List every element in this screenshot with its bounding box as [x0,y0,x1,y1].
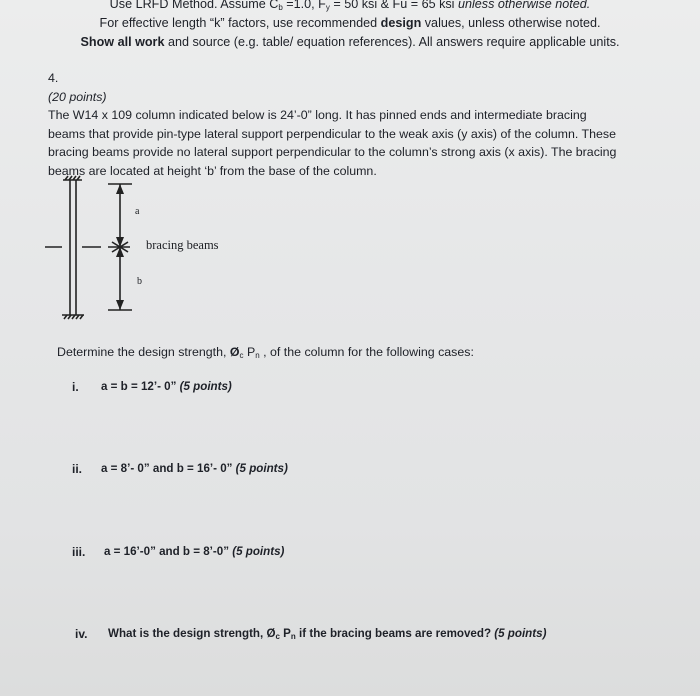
problem-line-4: beams are located at height ‘b’ from the base of the column. [48,163,377,178]
bottom-pin-support-icon [62,315,84,319]
case-i-text: a = b = 12’- 0” (5 points) [101,380,232,393]
problem-title: 4. (20 points) [48,71,107,104]
dimension-label-b: b [137,276,142,287]
case-iv-numeral: iv. [75,627,88,641]
case-i-numeral: i. [72,380,79,394]
problem-line-2: beams that provide pin-type lateral support perpendicular to the weak axis (y axis) of the column. These [48,126,616,141]
header-line-2: For effective length “k” factors, use recommended design values, unless otherwise noted. [99,16,601,30]
case-iii-text: a = 16’-0” and b = 8’-0” (5 points) [104,545,285,558]
header-line-1: Use LRFD Method. Assume $C_b =1.0$, $F_y = 50$ ksi & Fu = 65 ksi unless otherwise noted. [109,0,591,12]
case-ii-numeral: ii. [72,462,83,476]
arrow-up-icon [116,184,124,194]
problem-line-3: bracing beams provide no lateral support perpendicular to the column’s strong axis (x axis). The bracing [48,145,617,160]
case-ii-text: a = 8’- 0” and b = 16’- 0” (5 points) [101,462,288,475]
case-iv-text: What is the design strength, $Ø_c$ $P_n$ if the bracing beams are removed? (5 points) [108,627,547,641]
header-line-3: Show all work and source (e.g. table/ equation references). All answers require applicable units. [80,35,620,49]
case-iii-numeral: iii. [72,545,86,559]
question-line: Determine the design strength, $Ø_c$ $P_n$ , of the column for the following cases: [57,345,474,360]
bracing-beams-label: bracing beams [146,238,219,252]
problem-line-1: The W14 x 109 column indicated below is 24’-0” long. It has pinned ends and intermediate bracing [48,108,587,123]
top-pin-support-icon [63,176,82,180]
arrow-down-icon-2 [116,300,124,310]
dimension-label-a: a [135,206,140,217]
